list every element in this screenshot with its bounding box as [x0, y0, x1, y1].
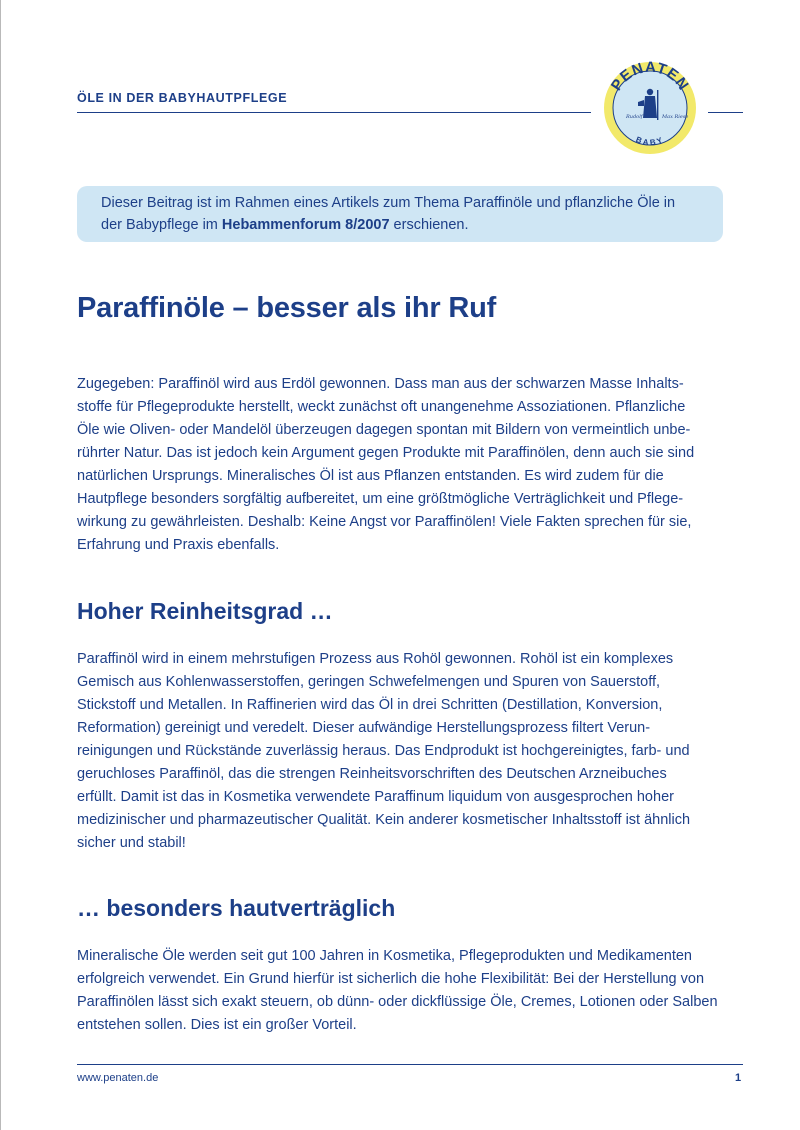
paragraph-line: Hautpflege besonders sorgfältig aufbereitet, um eine größtmögliche Verträglichkeit und Pflege-	[77, 491, 684, 507]
paragraph-line: Mineralische Öle werden seit gut 100 Jahren in Kosmetika, Pflegeprodukten und Medikamenten	[77, 948, 692, 964]
header-rule-right	[708, 112, 743, 113]
penaten-logo	[600, 56, 700, 160]
logo-brand-text: PENATEN	[607, 58, 693, 94]
paragraph-line: rührter Natur. Das ist jedoch kein Argument gegen Produkte mit Paraffinölen, denn auch sie sind	[77, 445, 695, 461]
header-title: ÖLE IN DER BABYHAUTPFLEGE	[77, 91, 288, 105]
paragraph-line: sicher und stabil!	[77, 835, 186, 851]
intro-text-after: erschienen.	[389, 217, 469, 233]
section-heading-hautvertraeglich: … besonders hautverträglich	[77, 895, 396, 921]
paragraph-line: Erfahrung und Praxis ebenfalls.	[77, 537, 280, 553]
page-edge	[0, 0, 1, 1130]
header-rule-left	[77, 112, 591, 113]
intro-text-before: Dieser Beitrag ist im Rahmen eines Artikels zum Thema Paraffinöle und pflanzliche Öle in der Babypflege im	[101, 195, 676, 233]
paragraph-line: reinigungen und Rückstände zuverlässig heraus. Das Endprodukt ist hochgereinigtes, farb- und	[77, 743, 690, 759]
paragraph-line: erfolgreich verwendet. Ein Grund hierfür ist sicherlich die hohe Flexibilität: Bei der Herstellung von	[77, 971, 705, 987]
paragraph-line: stoffe für Pflegeprodukte herstellt, weckt zunächst oft unangenehme Assoziationen. Pflanzliche	[77, 399, 686, 415]
paragraph-line: Gemisch aus Kohlenwasserstoffen, geringen Schwefelmengen und Spuren von Sauerstoff,	[77, 674, 661, 690]
paragraph-line: wirkung zu gewährleisten. Deshalb: Keine Angst vor Paraffinölen! Viele Fakten sprechen für sie,	[77, 514, 692, 530]
section-heading-reinheitsgrad: Hoher Reinheitsgrad …	[77, 598, 333, 624]
paragraph-line: Reformation) gereinigt und veredelt. Dieser aufwändige Herstellungsprozess filtert Verun-	[77, 720, 651, 736]
intro-bold: Hebammenforum 8/2007	[221, 217, 390, 233]
paragraph-intro	[77, 373, 737, 557]
page-title: Paraffinöle – besser als ihr Ruf	[77, 292, 497, 324]
paragraph-line: Stickstoff und Metallen. In Raffinerien wird das Öl in drei Schritten (Destillation, Konversion,	[77, 697, 663, 713]
footer-rule	[77, 1064, 743, 1065]
paragraph-line: Öle wie Oliven- oder Mandelöl überzeugen dagegen spontan mit Bildern von vermeintlich unbe-	[77, 422, 691, 438]
paragraph-line: Zugegeben: Paraffinöl wird aus Erdöl gewonnen. Dass man aus der schwarzen Masse Inhalts-	[77, 376, 684, 392]
footer-url: www.penaten.de	[77, 1072, 159, 1084]
paragraph-line: geruchloses Paraffinöl, das die strengen Reinheitsvorschriften des Deutschen Arzneibuches	[77, 766, 667, 782]
paragraph-reinheitsgrad	[77, 648, 737, 855]
paragraph-line: medizinischer und pharmazeutischer Qualität. Kein anderer kosmetischer Inhaltsstoff ist ähnlich	[77, 812, 691, 828]
paragraph-hautvertraeglich	[77, 945, 737, 1037]
paragraph-line: Paraffinöl wird in einem mehrstufigen Prozess aus Rohöl gewonnen. Rohöl ist ein komplexes	[77, 651, 674, 667]
logo-signature-left: Rudolf	[626, 114, 643, 120]
paragraph-line: entstehen sollen. Dies ist ein großer Vorteil.	[77, 1017, 357, 1033]
logo-sub-text: BABY	[634, 134, 666, 148]
intro-box	[77, 186, 723, 242]
paragraph-line: Paraffinölen lässt sich exakt steuern, ob dünn- oder dickflüssige Öle, Cremes, Lotionen oder Salben	[77, 994, 718, 1010]
logo-signature-right: Max Riese	[662, 114, 689, 120]
paragraph-line: erfüllt. Damit ist das in Kosmetika verwendete Paraffinum liquidum von ausgesprochen hoher	[77, 789, 674, 805]
paragraph-line: natürlichen Ursprungs. Mineralisches Öl ist aus Pflanzen entstanden. Es wird zudem für die	[77, 468, 664, 484]
page-number: 1	[735, 1072, 742, 1084]
